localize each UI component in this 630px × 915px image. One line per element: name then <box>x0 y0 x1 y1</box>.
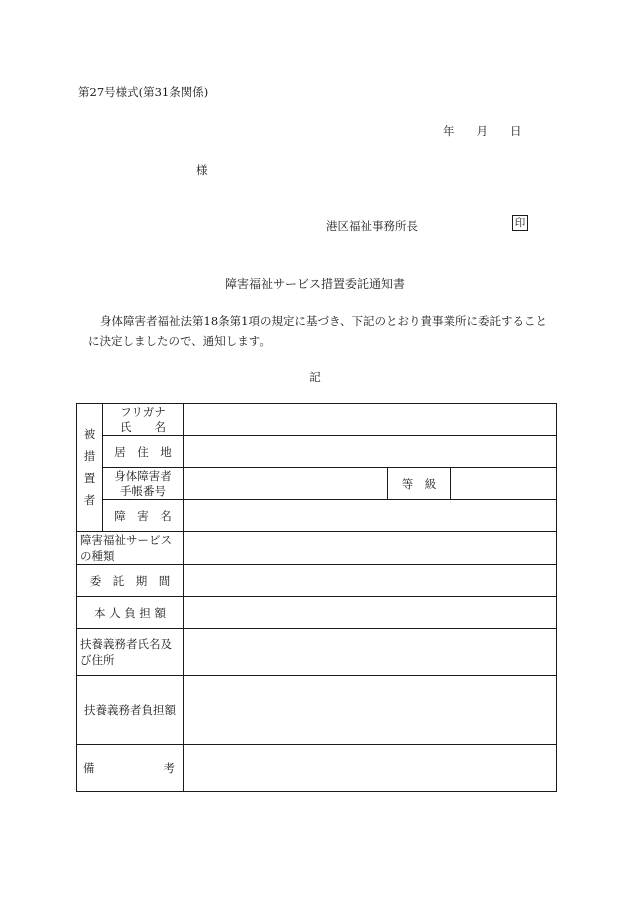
document-title: 障害福祉サービス措置委託通知書 <box>224 277 405 291</box>
name-field[interactable] <box>184 404 557 436</box>
self-burden-label: 本 人 負 担 額 <box>77 597 184 629</box>
remarks-field[interactable] <box>184 745 557 792</box>
supporter-burden-field[interactable] <box>184 676 557 745</box>
address-field[interactable] <box>184 436 557 468</box>
subject-group-label: 被 措 置 者 <box>77 404 103 532</box>
issuer-name: 港区福祉事務所長 <box>326 219 418 233</box>
supporter-info-label: 扶養義務者氏名及び住所 <box>77 629 184 676</box>
ki-heading: 記 <box>309 370 321 384</box>
addressee-suffix: 様 <box>196 163 208 177</box>
service-type-field[interactable] <box>184 532 557 565</box>
certificate-number-field[interactable] <box>184 468 388 500</box>
date-year-label: 年 <box>443 124 455 138</box>
certificate-label: 身体障害者 手帳番号 <box>103 468 184 500</box>
disability-name-field[interactable] <box>184 500 557 532</box>
entrustment-table <box>76 403 557 792</box>
remarks-label: 備 考 <box>77 745 184 792</box>
self-burden-field[interactable] <box>184 597 557 629</box>
supporter-info-field[interactable] <box>184 629 557 676</box>
supporter-burden-label: 扶養義務者負担額 <box>77 676 184 745</box>
service-type-label: 障害福祉サービスの種類 <box>77 532 184 565</box>
disability-name-label: 障 害 名 <box>103 500 184 532</box>
seal-stamp: 印 <box>512 215 528 231</box>
period-label: 委 託 期 間 <box>77 565 184 597</box>
address-label: 居 住 地 <box>103 436 184 468</box>
form-number: 第27号様式(第31条関係) <box>78 85 209 99</box>
grade-label: 等 級 <box>388 468 451 500</box>
body-paragraph: 身体障害者福祉法第18条第1項の規定に基づき、下記のとおり貴事業所に委託することに決定しましたので、通知します。 <box>88 314 547 348</box>
date-line <box>443 123 522 139</box>
period-field[interactable] <box>184 565 557 597</box>
date-month-label: 月 <box>476 124 488 138</box>
grade-field[interactable] <box>451 468 557 500</box>
date-day-label: 日 <box>510 124 522 138</box>
name-label: フリガナ 氏 名 <box>103 404 184 436</box>
